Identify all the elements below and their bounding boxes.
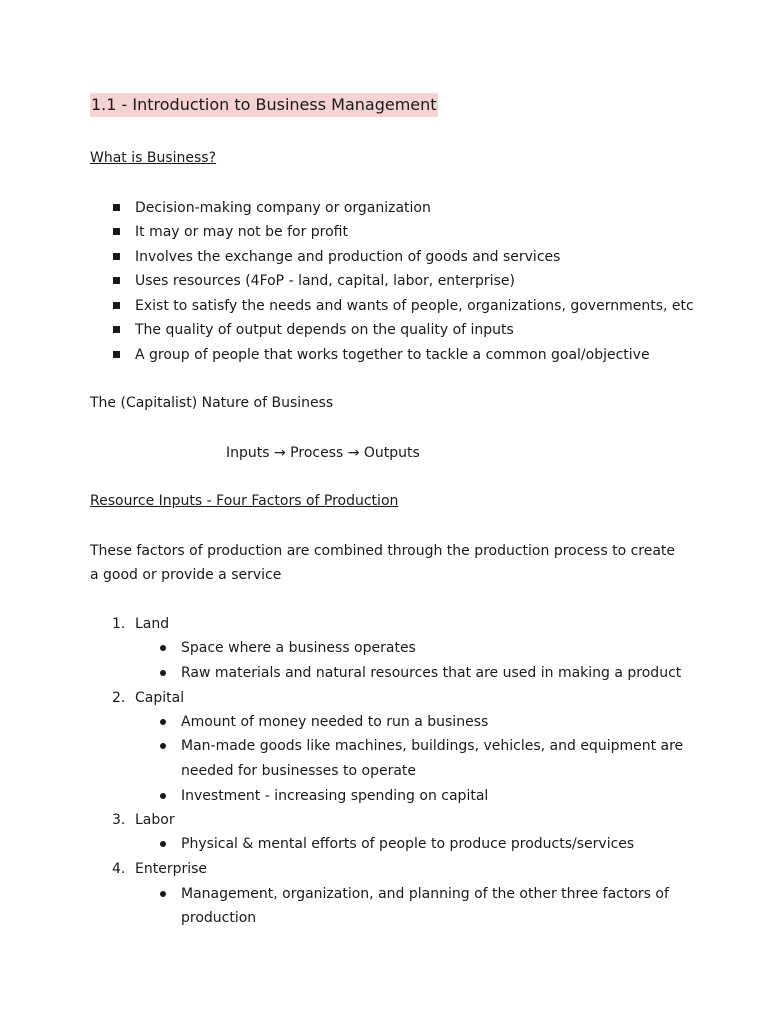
square-bullet-icon	[113, 351, 120, 358]
list-item: Space where a business operates	[181, 640, 416, 656]
square-bullet-icon	[113, 253, 120, 260]
list-item: Raw materials and natural resources that are used in making a product	[181, 665, 682, 681]
list-item: Physical & mental efforts of people to produce products/services	[181, 836, 635, 852]
bullet-dot-icon	[160, 841, 166, 847]
square-bullet-icon	[113, 277, 120, 284]
bullet-dot-icon	[160, 645, 166, 651]
what-is-business-heading: What is Business?	[90, 150, 217, 166]
square-bullet-icon	[113, 326, 120, 333]
bullet-dot-icon	[160, 793, 166, 799]
square-bullet-icon	[113, 228, 120, 235]
factors-intro-line-2: a good or provide a service	[90, 567, 282, 583]
process-flow: Inputs → Process → Outputs	[226, 445, 420, 461]
bullet-dot-icon	[160, 670, 166, 676]
list-number: 1.	[112, 616, 126, 632]
nature-of-business-heading: The (Capitalist) Nature of Business	[90, 395, 334, 411]
factor-capital: Capital	[135, 690, 185, 706]
square-bullet-icon	[113, 204, 120, 211]
list-item: Exist to satisfy the needs and wants of people, organizations, governments, etc	[135, 298, 694, 314]
list-item: A group of people that works together to tackle a common goal/objective	[135, 347, 650, 363]
list-item-continuation: production	[181, 910, 257, 926]
list-item-continuation: needed for businesses to operate	[181, 763, 417, 779]
factor-enterprise: Enterprise	[135, 861, 208, 877]
page-title: 1.1 - Introduction to Business Management	[90, 93, 438, 117]
list-number: 2.	[112, 690, 126, 706]
list-item: Management, organization, and planning of the other three factors of	[181, 886, 669, 902]
bullet-dot-icon	[160, 719, 166, 725]
list-item: Involves the exchange and production of goods and services	[135, 249, 561, 265]
list-item: Man-made goods like machines, buildings, vehicles, and equipment are	[181, 738, 684, 754]
bullet-dot-icon	[160, 891, 166, 897]
list-item: Uses resources (4FoP - land, capital, labor, enterprise)	[135, 273, 515, 289]
bullet-dot-icon	[160, 743, 166, 749]
list-item: It may or may not be for profit	[135, 224, 348, 240]
factor-labor: Labor	[135, 812, 175, 828]
square-bullet-icon	[113, 302, 120, 309]
factors-intro-line-1: These factors of production are combined through the production process to create	[90, 543, 676, 559]
list-number: 4.	[112, 861, 126, 877]
list-item: Investment - increasing spending on capital	[181, 788, 489, 804]
list-number: 3.	[112, 812, 126, 828]
list-item: The quality of output depends on the quality of inputs	[135, 322, 514, 338]
factor-land: Land	[135, 616, 170, 632]
list-item: Amount of money needed to run a business	[181, 714, 489, 730]
four-factors-heading: Resource Inputs - Four Factors of Production	[90, 493, 399, 509]
list-item: Decision-making company or organization	[135, 200, 431, 216]
